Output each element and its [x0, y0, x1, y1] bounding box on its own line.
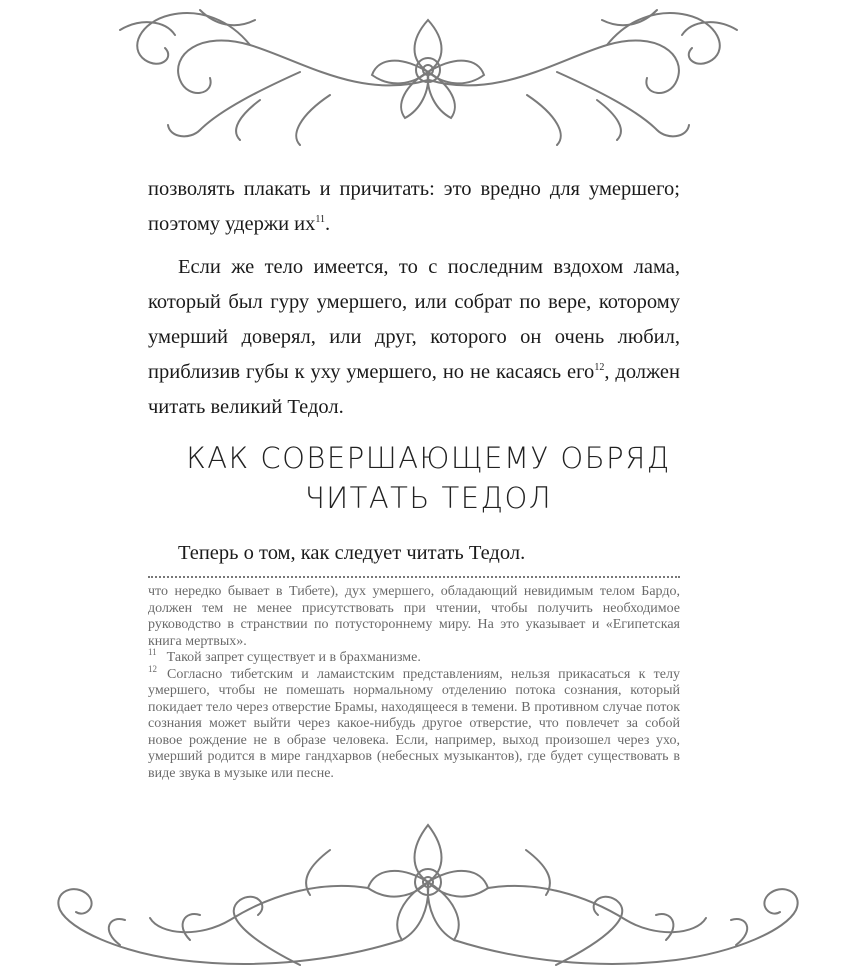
top-lotus-ornament — [0, 0, 857, 150]
footnote-12-text: Согласно тибетским и ламаистским представлениям, нельзя прикасаться к телу умершего, чтобы не помешать нормальному отделению потока сознания, который покидает тело через отверстие Брамы, находящееся в темени. В противном случае поток сознания может выйти через какое-нибудь другое отверстие, что повлечет за собой новое рождение не в образе человека. Если, например, выход произошел через ухо, умерший родится в мире гандхарвов (небесных музыкантов), где будет существовать в виде звука в музыке или песне. — [148, 666, 680, 781]
paragraph-1-end: . — [325, 213, 331, 235]
footnote-12 — [148, 663, 680, 783]
footnotes — [148, 584, 680, 782]
footnote-12-number: 12 — [148, 663, 157, 674]
footnote-11-number: 11 — [148, 647, 157, 658]
lotus-scroll-ornament-icon — [0, 820, 857, 975]
paragraph-2-text: Если же тело имеется, то с последним вздохом лама, который был гуру умершего, или собрат по вере, которому умерший доверял, или друг, которого он очень любил, приблизив губы к уху умершего, но не касаясь его — [148, 256, 680, 383]
footnote-11-text: Такой запрет существует и в брахманизме. — [166, 650, 421, 665]
heading-line-1: КАК СОВЕРШАЮЩЕМУ ОБРЯД — [186, 441, 671, 475]
footnote-11 — [148, 647, 680, 667]
bottom-lotus-ornament — [0, 820, 857, 975]
footnote-continuation: что нередко бывает в Тибете), дух умершего, обладающий невидимым телом Бардо, должен тем не менее присутствовать при чтении, чтобы получить необходимое руководство в странствии по потустороннему миру. На это указывает и «Египетская книга мертвых». — [148, 584, 680, 649]
footnote-ref-11[interactable]: 11 — [315, 214, 326, 226]
paragraph-2 — [148, 250, 680, 425]
section-heading — [120, 438, 737, 518]
paragraph-1-text: позволять плакать и причитать: это вредно для умершего; поэтому удержи их — [148, 178, 680, 235]
paragraph-3: Теперь о том, как следует читать Тедол. — [178, 542, 526, 564]
paragraph-2-end: , должен читать великий Тедол. — [148, 361, 680, 418]
paragraph-1 — [148, 172, 680, 242]
heading-line-2: ЧИТАТЬ ТЕДОЛ — [304, 481, 553, 515]
lotus-scroll-ornament-icon — [0, 0, 857, 150]
footnote-ref-12[interactable]: 12 — [594, 362, 605, 374]
main-text — [148, 172, 680, 425]
footnote-divider — [148, 576, 680, 584]
